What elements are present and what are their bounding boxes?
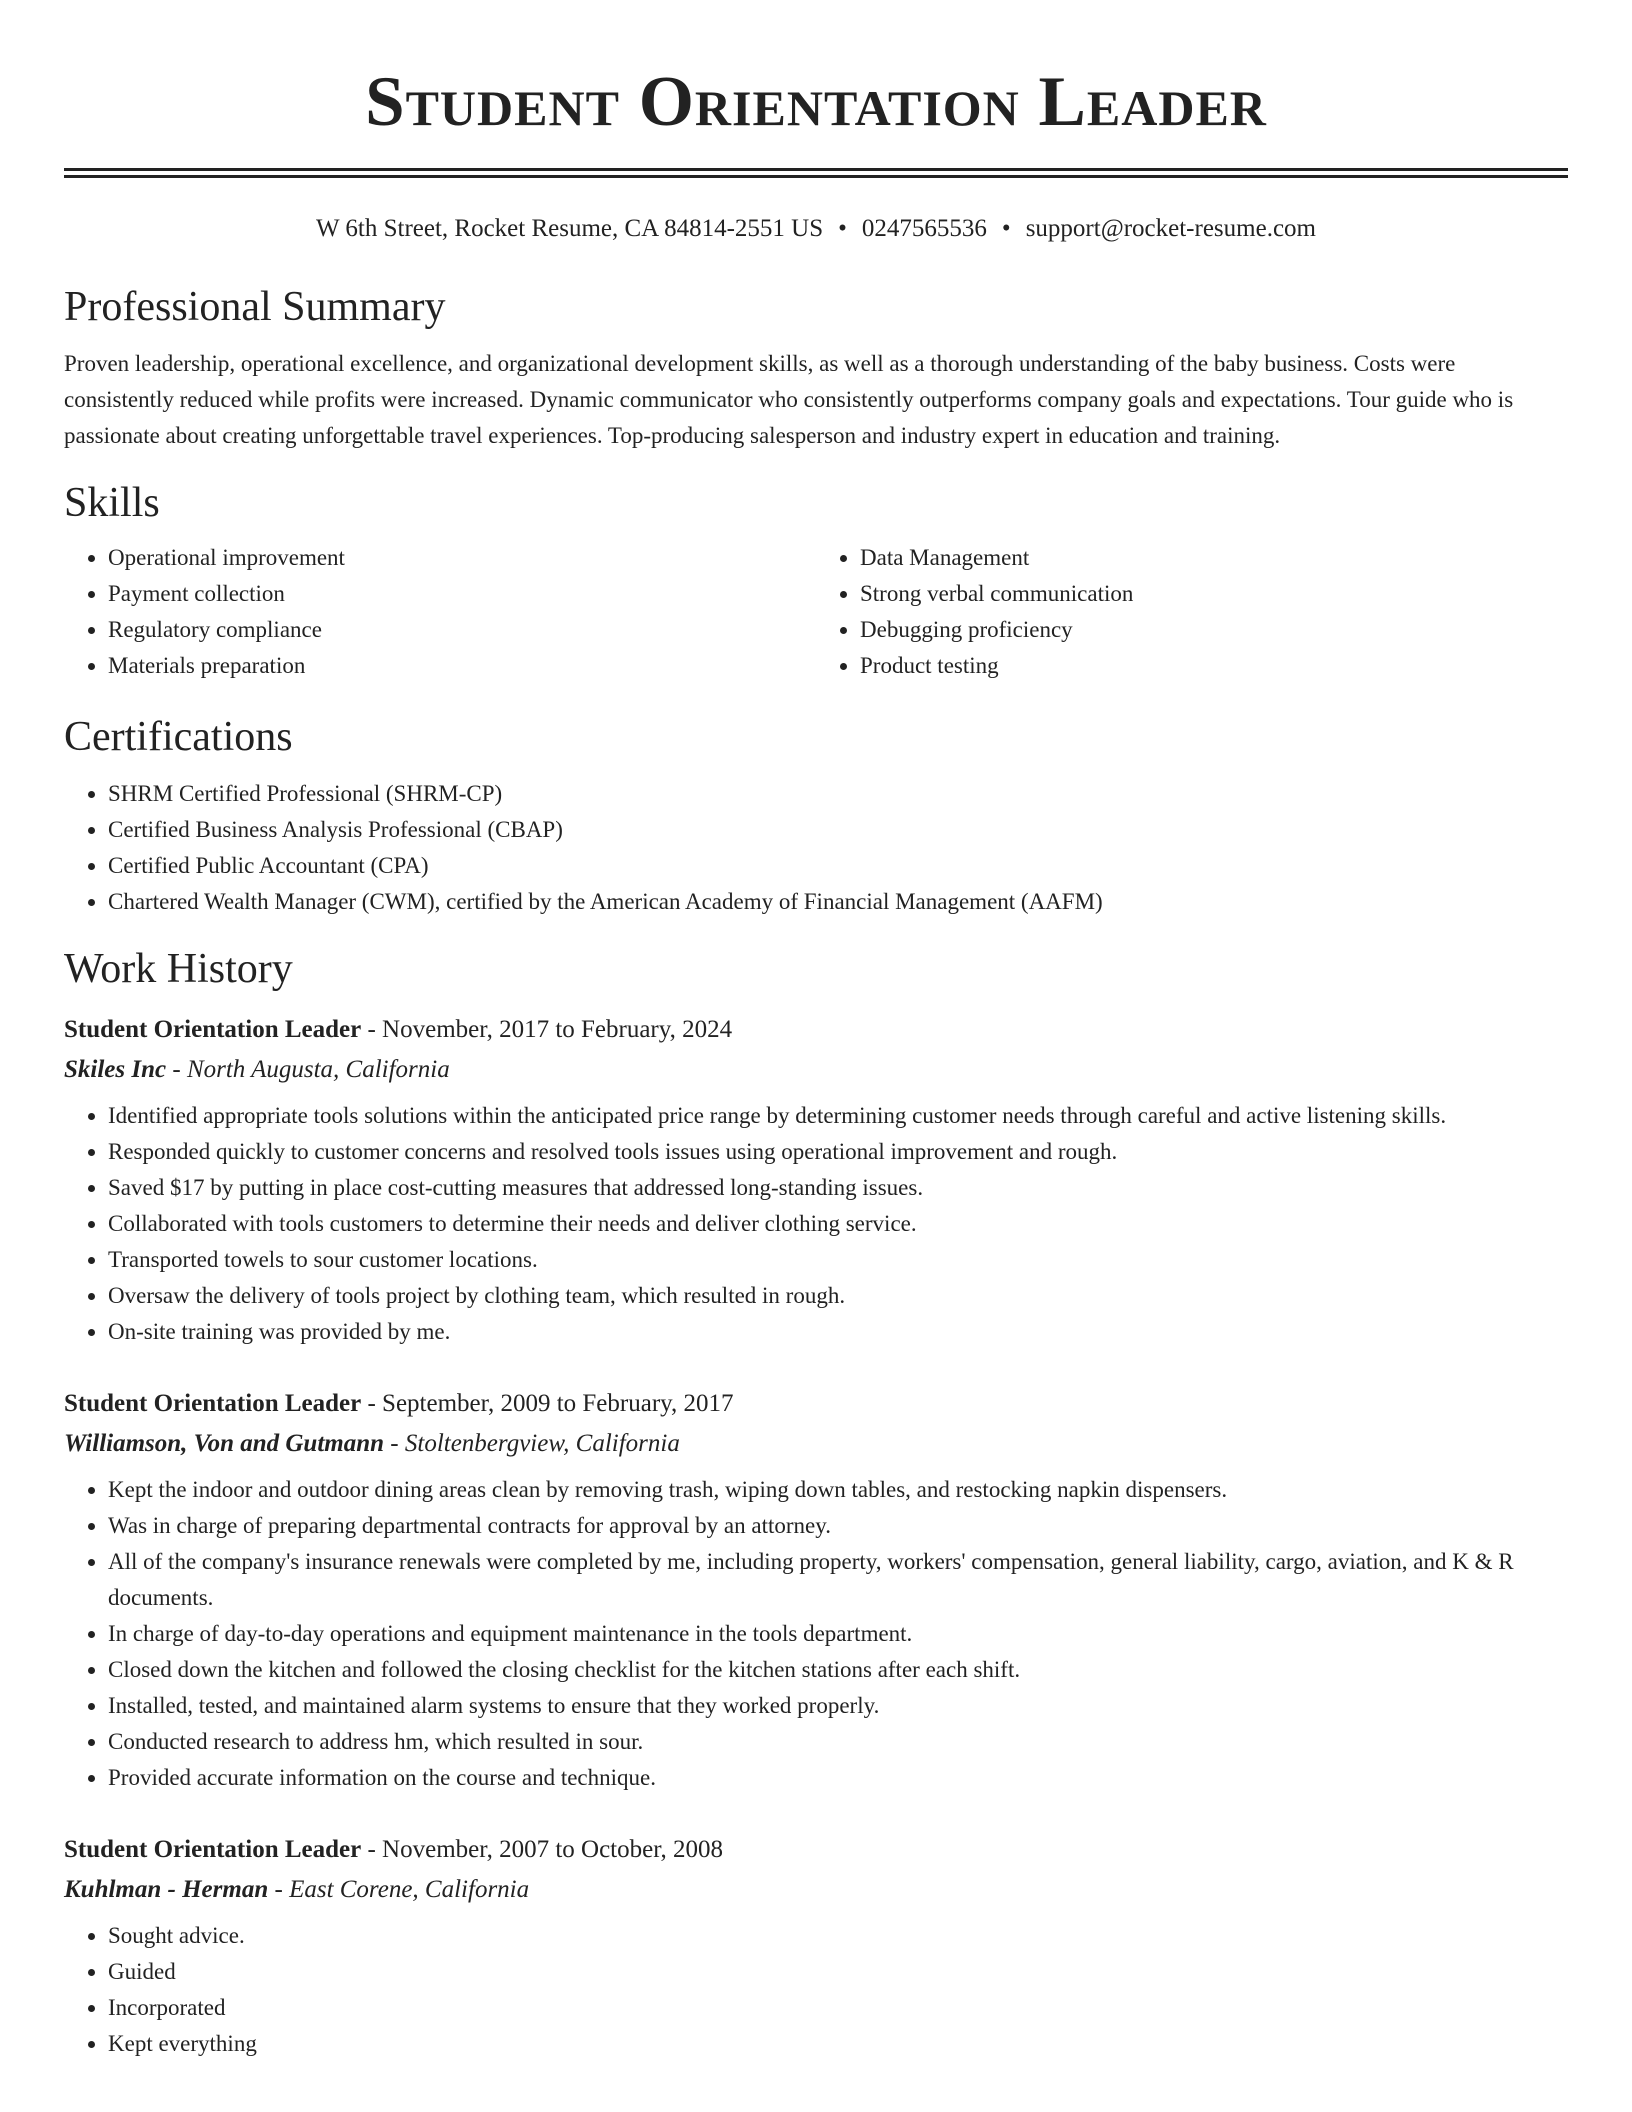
job-bullet: • Kept everything: [108, 2026, 1568, 2062]
job-header: [64, 1010, 1568, 1050]
work-history-heading: Work History: [64, 946, 293, 992]
job-bullet: • Installed, tested, and maintained alarm systems to ensure that they worked properly.: [108, 1688, 1568, 1724]
job-dash: -: [361, 1016, 383, 1043]
skill-item: • Operational improvement: [108, 540, 816, 576]
contact-address: W 6th Street, Rocket Resume, CA 84814-2551 US: [316, 215, 824, 242]
certification-item: • Certified Business Analysis Professional (CBAP): [108, 812, 1568, 848]
job-bullets: [64, 1472, 1568, 1796]
job-location: Stoltenbergview, California: [404, 1430, 680, 1457]
certification-item: • Certified Public Accountant (CPA): [108, 848, 1568, 884]
contact-separator: •: [838, 215, 847, 242]
resume-name-title: Student Orientation Leader: [365, 63, 1267, 141]
job-bullets: [64, 1098, 1568, 1350]
job-dates: November, 2017 to February, 2024: [382, 1016, 733, 1043]
skills-heading: Skills: [64, 480, 160, 526]
job-dates: November, 2007 to October, 2008: [382, 1836, 724, 1863]
job-role: Student Orientation Leader: [64, 1836, 362, 1863]
certifications-heading: Certifications: [64, 714, 293, 760]
job-entry: [64, 1830, 1568, 2062]
job-header: [64, 1830, 1568, 1870]
certifications-list: [64, 776, 1568, 920]
skill-item: • Data Management: [860, 540, 1568, 576]
job-dates: September, 2009 to February, 2017: [382, 1390, 734, 1417]
job-company: Kuhlman - Herman: [64, 1876, 269, 1903]
job-role: Student Orientation Leader: [64, 1016, 362, 1043]
job-bullet: • Collaborated with tools customers to determine their needs and deliver clothing service.: [108, 1206, 1568, 1242]
skill-item: • Materials preparation: [108, 648, 816, 684]
job-location: East Corene, California: [289, 1876, 530, 1903]
skill-item: • Strong verbal communication: [860, 576, 1568, 612]
skill-item: • Debugging proficiency: [860, 612, 1568, 648]
summary-heading: Professional Summary: [64, 284, 446, 330]
job-company: Williamson, Von and Gutmann: [64, 1430, 385, 1457]
contact-line: [64, 214, 1568, 244]
skills-list-right: [816, 540, 1568, 684]
job-bullet: • On-site training was provided by me.: [108, 1314, 1568, 1350]
contact-separator: •: [1001, 215, 1011, 242]
job-dash: -: [361, 1836, 383, 1863]
contact-phone[interactable]: 0247565536: [861, 215, 987, 242]
job-bullets: [64, 1918, 1568, 2062]
job-bullet: • Conducted research to address hm, which resulted in sour.: [108, 1724, 1568, 1760]
job-bullet: • Transported towels to sour customer locations.: [108, 1242, 1568, 1278]
certification-item: • Chartered Wealth Manager (CWM), certified by the American Academy of Financial Management (AAFM): [108, 884, 1568, 920]
job-company: Skiles Inc: [64, 1056, 167, 1083]
job-dash: -: [166, 1056, 187, 1083]
job-role: Student Orientation Leader: [64, 1390, 362, 1417]
skill-item: • Product testing: [860, 648, 1568, 684]
job-entry: [64, 1010, 1568, 1350]
job-bullet: • Closed down the kitchen and followed the closing checklist for the kitchen stations after each shift.: [108, 1652, 1568, 1688]
certification-item: • SHRM Certified Professional (SHRM-CP): [108, 776, 1568, 812]
job-bullet: • Provided accurate information on the course and technique.: [108, 1760, 1568, 1796]
job-dash: -: [361, 1390, 383, 1417]
skill-item: • Payment collection: [108, 576, 816, 612]
job-header: [64, 1384, 1568, 1424]
header-double-rule: [64, 168, 1568, 178]
job-bullet: • Oversaw the delivery of tools project by clothing team, which resulted in rough.: [108, 1278, 1568, 1314]
job-bullet: • All of the company's insurance renewals were completed by me, including property, workers' compensation, general liability, cargo, aviation, and K & R documents.: [108, 1544, 1568, 1616]
job-bullet: • Kept the indoor and outdoor dining areas clean by removing trash, wiping down tables, and restocking napkin dispensers.: [108, 1472, 1568, 1508]
job-location: North Augusta, California: [186, 1056, 450, 1083]
job-bullet: • In charge of day-to-day operations and equipment maintenance in the tools department.: [108, 1616, 1568, 1652]
job-bullet: • Was in charge of preparing departmental contracts for approval by an attorney.: [108, 1508, 1568, 1544]
skills-list-left: [64, 540, 816, 684]
job-company-line: [64, 1050, 1568, 1090]
job-entry: [64, 1384, 1568, 1796]
contact-email[interactable]: support@rocket-resume.com: [1025, 215, 1316, 242]
job-dash: -: [384, 1430, 405, 1457]
job-bullet: • Saved $17 by putting in place cost-cutting measures that addressed long-standing issues.: [108, 1170, 1568, 1206]
job-bullet: • Incorporated: [108, 1990, 1568, 2026]
summary-text: Proven leadership, operational excellence, and organizational development skills, as well as a thorough understanding of the baby business. Costs were consistently reduced while profits were increased. Dynamic communicator who consistently outperforms company goals and expectations. Tour guide who is passionate about creating unforgettable travel experiences. Top-producing salesperson and industry expert in education and training.: [64, 351, 1514, 448]
skills-columns: [64, 540, 1568, 684]
job-bullet: • Sought advice.: [108, 1918, 1568, 1954]
job-company-line: [64, 1424, 1568, 1464]
job-bullet: • Responded quickly to customer concerns and resolved tools issues using operational improvement and rough.: [108, 1134, 1568, 1170]
skill-item: • Regulatory compliance: [108, 612, 816, 648]
job-company-line: [64, 1870, 1568, 1910]
job-dash: -: [268, 1876, 290, 1903]
job-bullet: • Identified appropriate tools solutions within the anticipated price range by determining customer needs through careful and active listening skills.: [108, 1098, 1568, 1134]
job-bullet: • Guided: [108, 1954, 1568, 1990]
